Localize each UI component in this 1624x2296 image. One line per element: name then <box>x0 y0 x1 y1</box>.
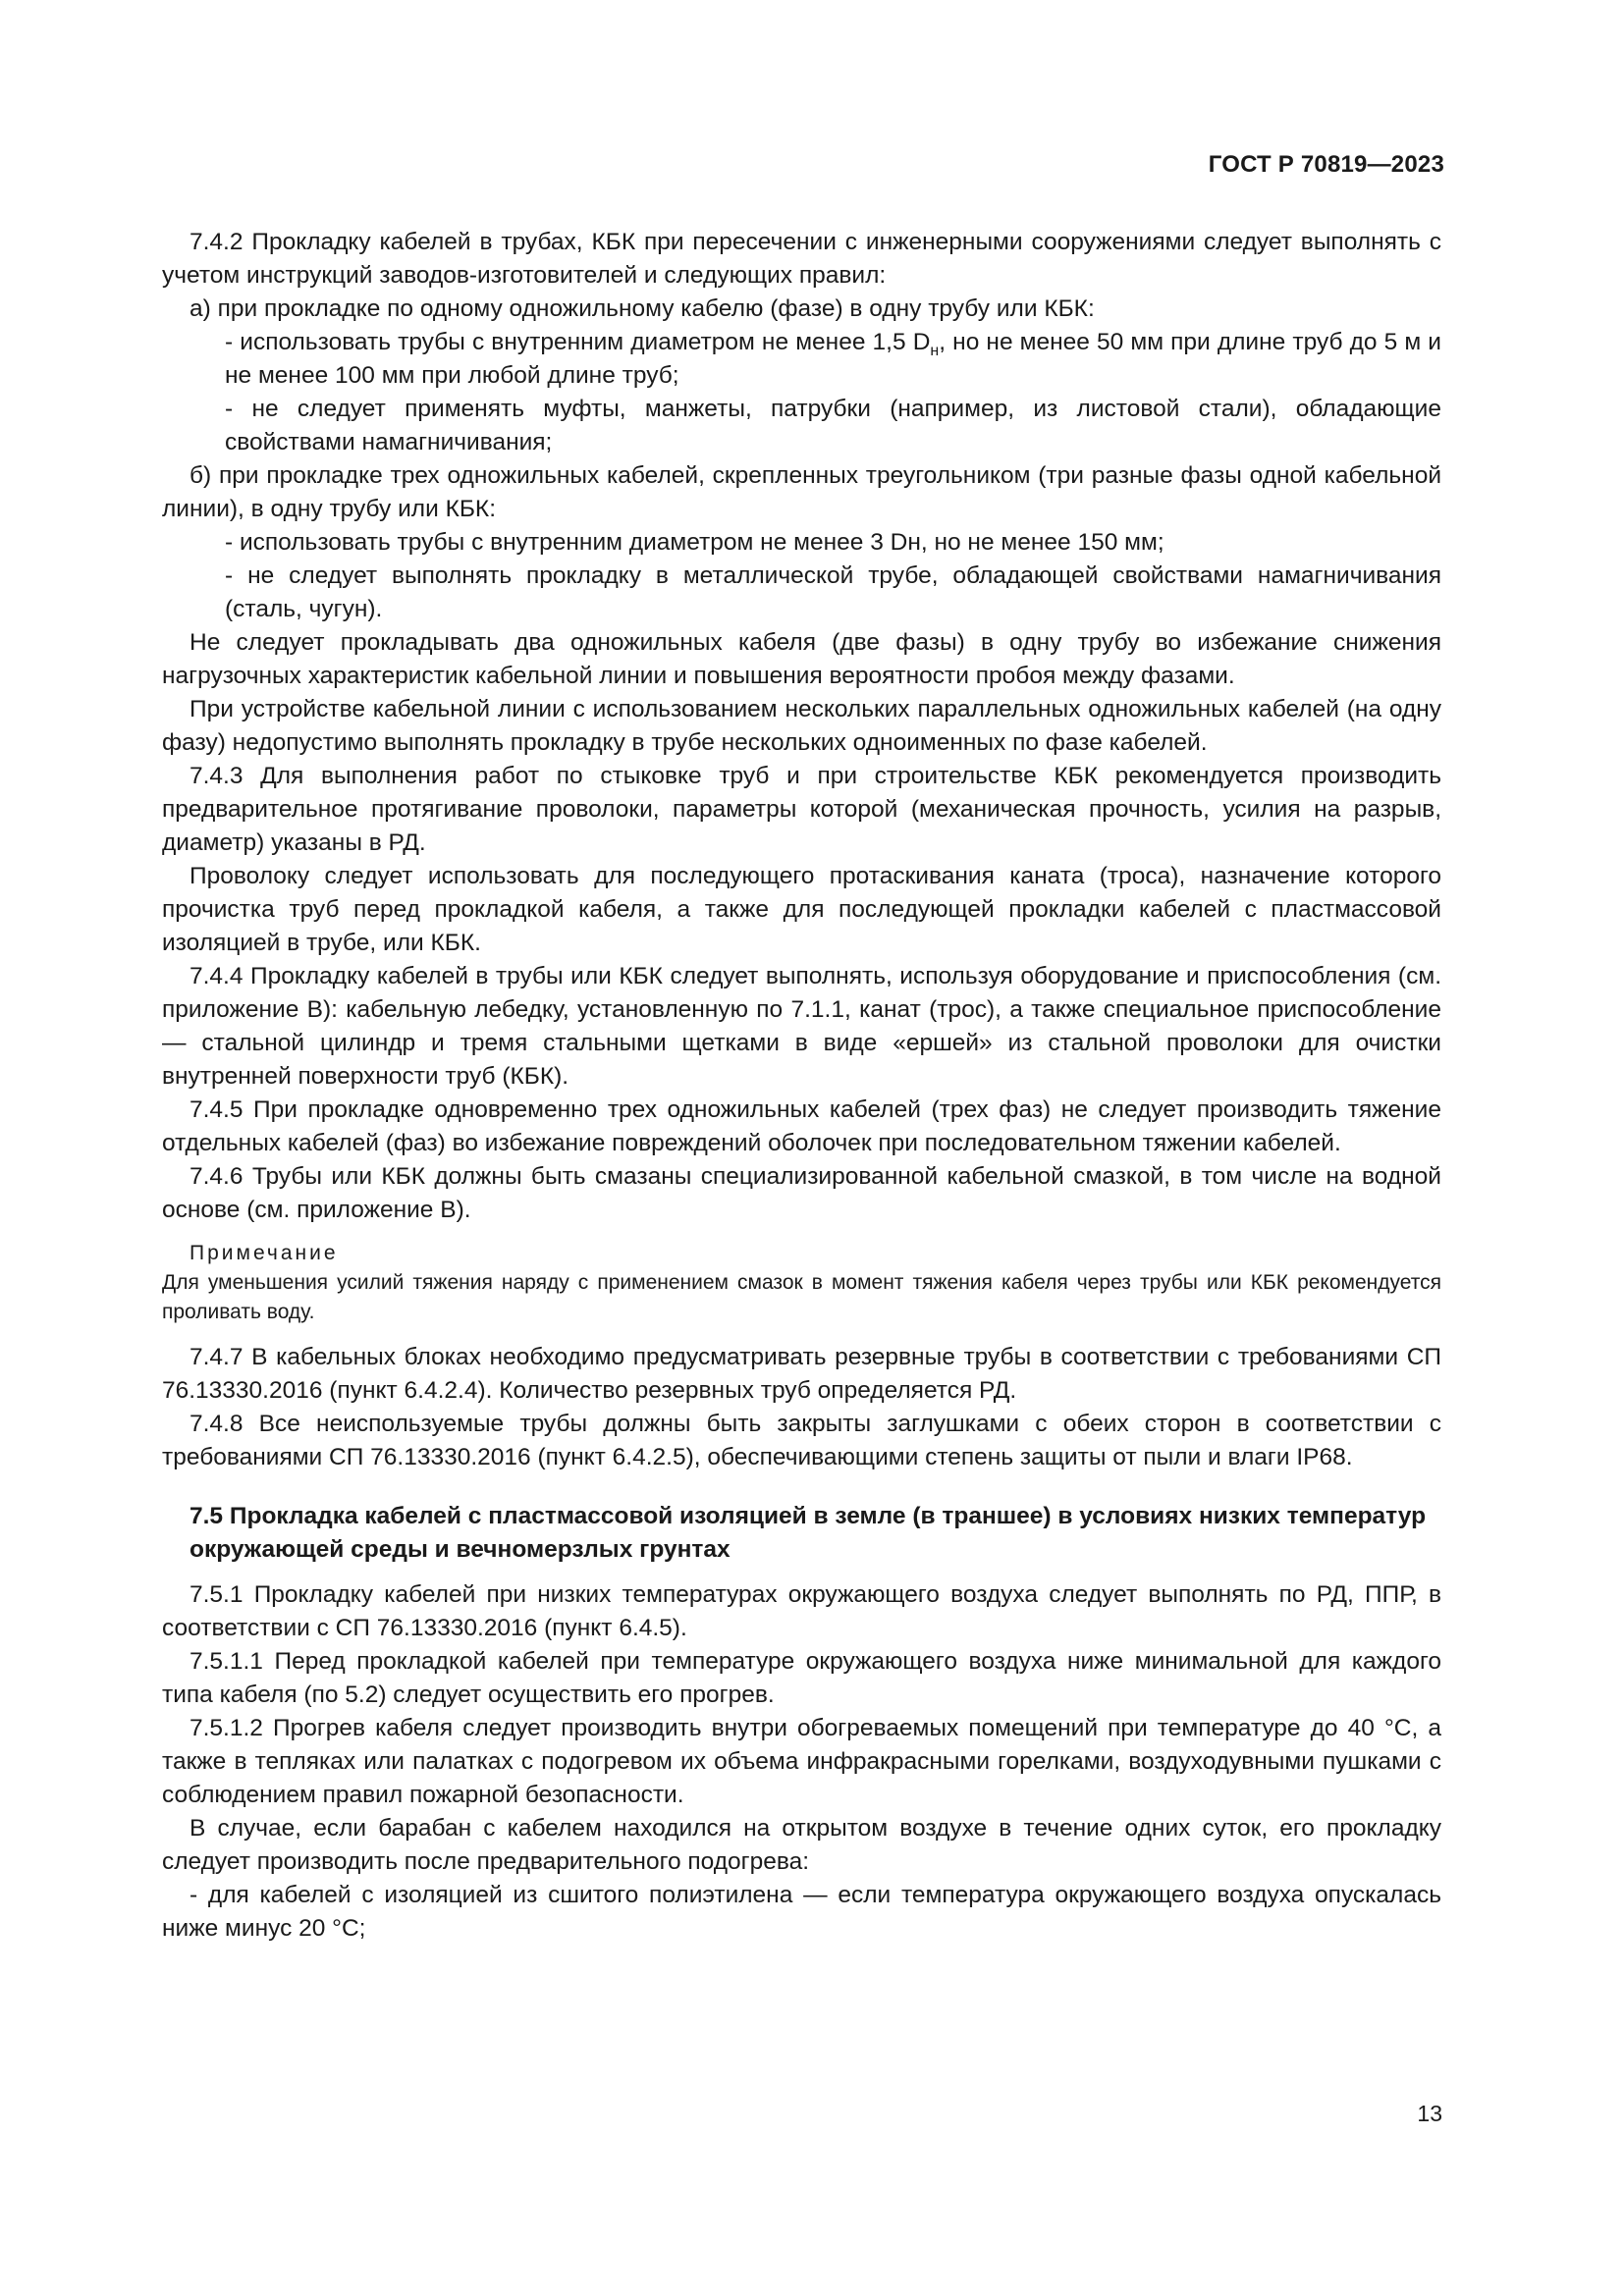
paragraph: 7.4.6 Трубы или КБК должны быть смазаны специализированной кабельной смазкой, в том числе на водной основе (см. приложение В). <box>162 1163 1441 1223</box>
paragraph: При устройстве кабельной линии с использованием нескольких параллельных одножильных кабелей (на одну фазу) недопустимо выполнять прокладку в трубе нескольких одноименных по фазе кабелей. <box>162 696 1441 756</box>
paragraph: Не следует прокладывать два одножильных кабеля (две фазы) в одну трубу во избежание снижения нагрузочных характеристик кабельной линии и повышения вероятности пробоя между фазами. <box>162 629 1441 689</box>
list-item: - использовать трубы с внутренним диаметром не менее 3 Dн, но не менее 150 мм; <box>225 529 1164 556</box>
paragraph: 7.5.1.1 Перед прокладкой кабелей при температуре окружающего воздуха ниже минимальной для каждого типа кабеля (по 5.2) следует осуществить его прогрев. <box>162 1648 1441 1708</box>
paragraph: Проволоку следует использовать для последующего протаскивания каната (троса), назначение которого прочистка труб перед прокладкой кабеля, а также для последующей прокладки кабелей с пластмассовой изоляцией в трубе, или КБК. <box>162 863 1441 956</box>
document-code: ГОСТ Р 70819—2023 <box>1208 151 1444 178</box>
paragraph: 7.4.2 Прокладку кабелей в трубах, КБК при пересечении с инженерными сооружениями следует выполнять с учетом инструкций заводов-изготовителей и следующих правил: <box>162 229 1441 289</box>
page-number: 13 <box>1417 2101 1442 2126</box>
paragraph: В случае, если барабан с кабелем находился на открытом воздухе в течение одних суток, его прокладку следует производить после предварительного подогрева: <box>162 1815 1441 1875</box>
paragraph: 7.4.8 Все неиспользуемые трубы должны быть закрыты заглушками с обеих сторон в соответствии с требованиями СП 76.13330.2016 (пункт 6.4.2.5), обеспечивающими степень защиты от пыли и влаги IP68. <box>162 1411 1441 1470</box>
list-item: - не следует выполнять прокладку в металлической трубе, обладающей свойствами намагничивания (сталь, чугун). <box>225 562 1441 622</box>
paragraph: 7.4.3 Для выполнения работ по стыковке труб и при строительстве КБК рекомендуется производить предварительное протягивание проволоки, параметры которой (механическая прочность, усилия на разрыв, диаметр) указаны в РД. <box>162 763 1441 856</box>
paragraph: 7.4.5 При прокладке одновременно трех одножильных кабелей (трех фаз) не следует производить тяжение отдельных кабелей (фаз) во избежание повреждений оболочек при последовательном тяжении кабелей. <box>162 1096 1441 1156</box>
list-item: б) при прокладке трех одножильных кабелей, скрепленных треугольником (три разные фазы одной кабельной линии), в одну трубу или КБК: <box>162 462 1441 522</box>
paragraph: - для кабелей с изоляцией из сшитого полиэтилена — если температура окружающего воздуха опускалась ниже минус 20 °С; <box>162 1882 1441 1942</box>
paragraph: 7.4.7 В кабельных блоках необходимо предусматривать резервные трубы в соответствии с требованиями СП 76.13330.2016 (пункт 6.4.2.4). Количество резервных труб определяется РД. <box>162 1344 1441 1404</box>
paragraph: 7.5.1.2 Прогрев кабеля следует производить внутри обогреваемых помещений при температуре до 40 °С, а также в тепляках или палатках с подогревом их объема инфракрасными горелками, воздуходувными пушками с соблюдением правил пожарной безопасности. <box>162 1715 1441 1808</box>
list-item: - не следует применять муфты, манжеты, патрубки (например, из листовой стали), обладающие свойствами намагничивания; <box>225 396 1441 455</box>
note-label: Примечание <box>189 1242 339 1264</box>
paragraph: 7.4.4 Прокладку кабелей в трубы или КБК следует выполнять, используя оборудование и приспособления (см. приложение В): кабельную лебедку, установленную по 7.1.1, канат (трос), а также специальное приспособление — стальной цилиндр и тремя стальными щетками в виде «ершей» из стальной проволоки для очистки внутренней поверхности труб (КБК). <box>162 963 1441 1090</box>
section-title: 7.5 Прокладка кабелей с пластмассовой изоляцией в земле (в траншее) в условиях низких температур окружающей среды и вечномерзлых грунтах <box>189 1503 1427 1563</box>
list-item: а) при прокладке по одному одножильному кабелю (фазе) в одну трубу или КБК: <box>189 295 1095 322</box>
paragraph: 7.5.1 Прокладку кабелей при низких температурах окружающего воздуха следует выполнять по РД, ППР, в соответствии с СП 76.13330.2016 (пункт 6.4.5). <box>162 1581 1441 1641</box>
document-body <box>162 226 1441 1946</box>
note-text: Для уменьшения усилий тяжения наряду с применением смазок в момент тяжения кабеля через трубы или КБК рекомендуется проливать воду. <box>162 1271 1441 1323</box>
list-item: - использовать трубы с внутренним диаметром не менее 1,5 $D_н$, но не менее 50 мм при длине труб до 5 м и не менее 100 мм при любой длине труб; <box>225 329 1441 389</box>
